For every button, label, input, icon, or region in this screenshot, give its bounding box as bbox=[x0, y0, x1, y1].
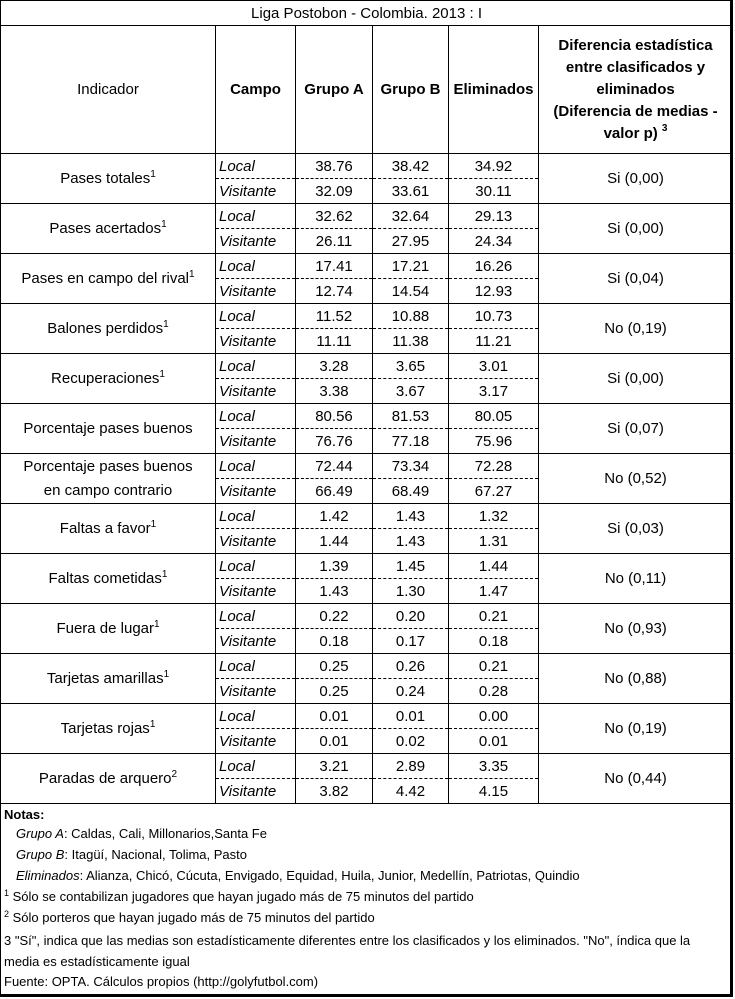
value-eliminados-local: 80.05 bbox=[449, 404, 539, 429]
value-grupo-a-local: 3.28 bbox=[296, 354, 373, 379]
diferencia-cell: Si (0,00) bbox=[539, 154, 733, 204]
value-grupo-a-visitante: 0.18 bbox=[296, 629, 373, 654]
value-grupo-a-local: 0.25 bbox=[296, 654, 373, 679]
campo-visitante: Visitante bbox=[216, 279, 296, 304]
value-eliminados-local: 1.44 bbox=[449, 554, 539, 579]
indicator-label: Faltas cometidas bbox=[48, 570, 162, 587]
note-eliminados bbox=[4, 865, 729, 886]
header-grupo-a: Grupo A bbox=[296, 26, 373, 154]
value-eliminados-visitante: 4.15 bbox=[449, 779, 539, 804]
table-row bbox=[1, 754, 733, 779]
campo-local: Local bbox=[216, 404, 296, 429]
campo-visitante: Visitante bbox=[216, 779, 296, 804]
value-grupo-a-visitante: 32.09 bbox=[296, 179, 373, 204]
footnote-3: 3 "Sí", indica que las medias son estadísticamente diferentes entre los clasificados y los eliminados. "No", índica que la media es estadísticamente igual bbox=[4, 933, 691, 969]
notes-title: Notas: bbox=[4, 807, 45, 822]
campo-local: Local bbox=[216, 654, 296, 679]
value-eliminados-visitante: 1.31 bbox=[449, 529, 539, 554]
value-eliminados-visitante: 0.28 bbox=[449, 679, 539, 704]
note-label: Eliminados bbox=[16, 868, 80, 883]
value-grupo-a-local: 17.41 bbox=[296, 254, 373, 279]
header-campo: Campo bbox=[216, 26, 296, 154]
value-eliminados-local: 3.01 bbox=[449, 354, 539, 379]
campo-local: Local bbox=[216, 554, 296, 579]
diferencia-cell: No (0,19) bbox=[539, 304, 733, 354]
value-eliminados-visitante: 75.96 bbox=[449, 429, 539, 454]
value-grupo-a-visitante: 3.38 bbox=[296, 379, 373, 404]
footnote-1 bbox=[4, 886, 729, 907]
campo-visitante: Visitante bbox=[216, 629, 296, 654]
footnote-marker: 1 bbox=[150, 519, 157, 530]
value-eliminados-visitante: 67.27 bbox=[449, 479, 539, 504]
campo-visitante: Visitante bbox=[216, 679, 296, 704]
value-grupo-b-local: 81.53 bbox=[373, 404, 449, 429]
value-grupo-b-visitante: 0.24 bbox=[373, 679, 449, 704]
table-row bbox=[1, 304, 733, 329]
value-eliminados-local: 0.21 bbox=[449, 604, 539, 629]
indicator-cell bbox=[1, 204, 216, 254]
header-grupo-b: Grupo B bbox=[373, 26, 449, 154]
value-eliminados-visitante: 3.17 bbox=[449, 379, 539, 404]
footnote-marker: 1 bbox=[159, 369, 165, 380]
campo-visitante: Visitante bbox=[216, 329, 296, 354]
indicator-cell bbox=[1, 504, 216, 554]
campo-local: Local bbox=[216, 504, 296, 529]
value-grupo-b-local: 2.89 bbox=[373, 754, 449, 779]
table-row bbox=[1, 204, 733, 229]
value-grupo-b-visitante: 14.54 bbox=[373, 279, 449, 304]
note-text: : Alianza, Chicó, Cúcuta, Envigado, Equidad, Huila, Junior, Medellín, Patriotas, Quindio bbox=[79, 868, 580, 883]
table-row bbox=[1, 554, 733, 579]
diferencia-cell: Si (0,07) bbox=[539, 404, 733, 454]
diferencia-cell: No (0,93) bbox=[539, 604, 733, 654]
table-row bbox=[1, 354, 733, 379]
campo-local: Local bbox=[216, 354, 296, 379]
footnote-marker: 1 bbox=[149, 719, 156, 730]
footnote-marker: 2 bbox=[171, 769, 178, 780]
value-grupo-b-local: 17.21 bbox=[373, 254, 449, 279]
campo-local: Local bbox=[216, 754, 296, 779]
footnote-marker: 1 bbox=[154, 619, 160, 630]
value-eliminados-local: 16.26 bbox=[449, 254, 539, 279]
value-eliminados-local: 1.32 bbox=[449, 504, 539, 529]
value-grupo-b-local: 0.01 bbox=[373, 704, 449, 729]
indicator-cell bbox=[1, 654, 216, 704]
value-grupo-a-local: 0.22 bbox=[296, 604, 373, 629]
value-grupo-b-local: 38.42 bbox=[373, 154, 449, 179]
campo-visitante: Visitante bbox=[216, 179, 296, 204]
table-row bbox=[1, 604, 733, 629]
footnote-marker: 1 bbox=[161, 219, 167, 230]
indicator-cell bbox=[1, 554, 216, 604]
diferencia-cell: No (0,44) bbox=[539, 754, 733, 804]
note-label: Grupo B bbox=[16, 847, 65, 862]
value-eliminados-local: 3.35 bbox=[449, 754, 539, 779]
diferencia-cell: No (0,52) bbox=[539, 454, 733, 504]
diferencia-cell: No (0,88) bbox=[539, 654, 733, 704]
note-grupo-b bbox=[4, 844, 729, 865]
table-row bbox=[1, 404, 733, 429]
value-eliminados-visitante: 1.47 bbox=[449, 579, 539, 604]
campo-visitante: Visitante bbox=[216, 479, 296, 504]
campo-local: Local bbox=[216, 154, 296, 179]
value-grupo-a-visitante: 0.25 bbox=[296, 679, 373, 704]
source-note: Fuente: OPTA. Cálculos propios (http://golyfutbol.com) bbox=[4, 974, 319, 989]
indicator-label: Faltas a favor bbox=[59, 520, 151, 537]
indicator-label: Pases acertados bbox=[49, 220, 162, 237]
table-row bbox=[1, 654, 733, 679]
footnote-marker: 1 bbox=[163, 669, 170, 680]
header-eliminados: Eliminados bbox=[449, 26, 539, 154]
footnote-marker: 1 bbox=[161, 569, 168, 580]
campo-local: Local bbox=[216, 704, 296, 729]
indicator-label: Paradas de arquero bbox=[38, 770, 172, 787]
indicator-cell bbox=[1, 604, 216, 654]
header-diferencia-line: eliminados bbox=[596, 80, 675, 98]
value-grupo-b-visitante: 68.49 bbox=[373, 479, 449, 504]
value-grupo-a-visitante: 0.01 bbox=[296, 729, 373, 754]
table-title: Liga Postobon - Colombia. 2013 : I bbox=[1, 1, 733, 26]
value-grupo-b-visitante: 1.43 bbox=[373, 529, 449, 554]
campo-visitante: Visitante bbox=[216, 729, 296, 754]
value-eliminados-local: 72.28 bbox=[449, 454, 539, 479]
value-grupo-a-local: 0.01 bbox=[296, 704, 373, 729]
indicator-label: Tarjetas rojas bbox=[60, 720, 150, 737]
indicator-cell bbox=[1, 404, 216, 454]
value-grupo-b-visitante: 4.42 bbox=[373, 779, 449, 804]
diferencia-cell: No (0,11) bbox=[539, 554, 733, 604]
header-diferencia-line: Diferencia estadística bbox=[558, 36, 713, 54]
campo-local: Local bbox=[216, 204, 296, 229]
header-indicador: Indicador bbox=[1, 26, 216, 154]
value-grupo-b-visitante: 27.95 bbox=[373, 229, 449, 254]
value-eliminados-visitante: 24.34 bbox=[449, 229, 539, 254]
footnote-marker: 1 bbox=[4, 888, 10, 898]
value-grupo-b-visitante: 33.61 bbox=[373, 179, 449, 204]
indicator-cell bbox=[1, 304, 216, 354]
value-grupo-a-visitante: 3.82 bbox=[296, 779, 373, 804]
diferencia-cell: Si (0,04) bbox=[539, 254, 733, 304]
indicator-cell bbox=[1, 154, 216, 204]
value-grupo-a-local: 32.62 bbox=[296, 204, 373, 229]
value-grupo-a-local: 3.21 bbox=[296, 754, 373, 779]
value-grupo-b-local: 1.43 bbox=[373, 504, 449, 529]
value-grupo-a-local: 1.39 bbox=[296, 554, 373, 579]
indicator-label: Pases totales bbox=[60, 170, 151, 187]
value-eliminados-local: 29.13 bbox=[449, 204, 539, 229]
indicator-label: Porcentaje pases buenos bbox=[23, 420, 193, 437]
indicator-label: Fuera de lugar bbox=[56, 620, 154, 637]
note-text: : Itagüí, Nacional, Tolima, Pasto bbox=[64, 847, 247, 862]
campo-local: Local bbox=[216, 254, 296, 279]
footnote-text: Sólo se contabilizan jugadores que hayan jugado más de 75 minutos del partido bbox=[9, 889, 474, 904]
header-diferencia-line: (Diferencia de medias - bbox=[553, 102, 718, 120]
campo-local: Local bbox=[216, 454, 296, 479]
value-grupo-b-local: 0.26 bbox=[373, 654, 449, 679]
indicator-cell bbox=[1, 704, 216, 754]
value-grupo-a-local: 1.42 bbox=[296, 504, 373, 529]
value-grupo-a-local: 80.56 bbox=[296, 404, 373, 429]
value-grupo-a-local: 11.52 bbox=[296, 304, 373, 329]
indicator-cell bbox=[1, 254, 216, 304]
value-eliminados-visitante: 30.11 bbox=[449, 179, 539, 204]
value-eliminados-local: 0.00 bbox=[449, 704, 539, 729]
value-eliminados-local: 10.73 bbox=[449, 304, 539, 329]
value-eliminados-visitante: 0.18 bbox=[449, 629, 539, 654]
value-grupo-a-visitante: 12.74 bbox=[296, 279, 373, 304]
campo-visitante: Visitante bbox=[216, 229, 296, 254]
value-grupo-b-local: 73.34 bbox=[373, 454, 449, 479]
diferencia-cell: Si (0,00) bbox=[539, 354, 733, 404]
indicator-label: Porcentaje pases buenos bbox=[23, 457, 193, 475]
value-grupo-b-local: 32.64 bbox=[373, 204, 449, 229]
notes-section bbox=[4, 806, 729, 991]
table-row bbox=[1, 504, 733, 529]
value-grupo-b-visitante: 1.30 bbox=[373, 579, 449, 604]
value-grupo-a-visitante: 66.49 bbox=[296, 479, 373, 504]
header-diferencia bbox=[539, 26, 733, 154]
value-grupo-b-visitante: 11.38 bbox=[373, 329, 449, 354]
footnote-marker: 1 bbox=[150, 169, 156, 180]
value-grupo-a-visitante: 11.11 bbox=[296, 329, 373, 354]
value-grupo-a-visitante: 1.44 bbox=[296, 529, 373, 554]
footnote-marker: 1 bbox=[163, 319, 169, 330]
note-label: Grupo A bbox=[16, 826, 64, 841]
campo-local: Local bbox=[216, 304, 296, 329]
value-grupo-b-local: 1.45 bbox=[373, 554, 449, 579]
value-grupo-a-visitante: 26.11 bbox=[296, 229, 373, 254]
value-grupo-b-visitante: 0.17 bbox=[373, 629, 449, 654]
value-grupo-b-local: 10.88 bbox=[373, 304, 449, 329]
header-diferencia-line: valor p) bbox=[603, 124, 658, 142]
footnote-2 bbox=[4, 907, 729, 928]
indicator-cell bbox=[1, 354, 216, 404]
indicator-label: Pases en campo del rival bbox=[21, 270, 190, 287]
value-grupo-b-visitante: 77.18 bbox=[373, 429, 449, 454]
indicator-label: Balones perdidos bbox=[47, 320, 164, 337]
table-row bbox=[1, 154, 733, 179]
value-grupo-a-visitante: 1.43 bbox=[296, 579, 373, 604]
note-text: : Caldas, Cali, Millonarios,Santa Fe bbox=[63, 826, 267, 841]
table-row bbox=[1, 254, 733, 279]
table-row bbox=[1, 454, 733, 479]
value-grupo-a-visitante: 76.76 bbox=[296, 429, 373, 454]
diferencia-cell: No (0,19) bbox=[539, 704, 733, 754]
value-grupo-b-local: 0.20 bbox=[373, 604, 449, 629]
footnote-marker: 1 bbox=[189, 269, 195, 280]
indicator-label: Recuperaciones bbox=[51, 370, 160, 387]
campo-visitante: Visitante bbox=[216, 379, 296, 404]
value-grupo-b-local: 3.65 bbox=[373, 354, 449, 379]
value-eliminados-visitante: 0.01 bbox=[449, 729, 539, 754]
note-grupo-a bbox=[4, 823, 729, 844]
value-grupo-b-visitante: 0.02 bbox=[373, 729, 449, 754]
campo-local: Local bbox=[216, 604, 296, 629]
footnote-text: Sólo porteros que hayan jugado más de 75 minutos del partido bbox=[9, 910, 375, 925]
footnote-marker: 3 bbox=[661, 122, 668, 134]
diferencia-cell: Si (0,03) bbox=[539, 504, 733, 554]
diferencia-cell: Si (0,00) bbox=[539, 204, 733, 254]
value-eliminados-local: 34.92 bbox=[449, 154, 539, 179]
indicator-label: Tarjetas amarillas bbox=[46, 670, 164, 687]
indicator-cell bbox=[1, 454, 216, 504]
header-diferencia-line: entre clasificados y bbox=[565, 58, 706, 76]
table-row bbox=[1, 704, 733, 729]
value-grupo-b-visitante: 3.67 bbox=[373, 379, 449, 404]
value-grupo-a-local: 38.76 bbox=[296, 154, 373, 179]
campo-visitante: Visitante bbox=[216, 579, 296, 604]
value-eliminados-local: 0.21 bbox=[449, 654, 539, 679]
indicator-cell bbox=[1, 754, 216, 804]
value-grupo-a-local: 72.44 bbox=[296, 454, 373, 479]
value-eliminados-visitante: 12.93 bbox=[449, 279, 539, 304]
campo-visitante: Visitante bbox=[216, 429, 296, 454]
campo-visitante: Visitante bbox=[216, 529, 296, 554]
value-eliminados-visitante: 11.21 bbox=[449, 329, 539, 354]
footnote-marker: 2 bbox=[4, 909, 10, 919]
indicator-label: en campo contrario bbox=[43, 481, 173, 499]
